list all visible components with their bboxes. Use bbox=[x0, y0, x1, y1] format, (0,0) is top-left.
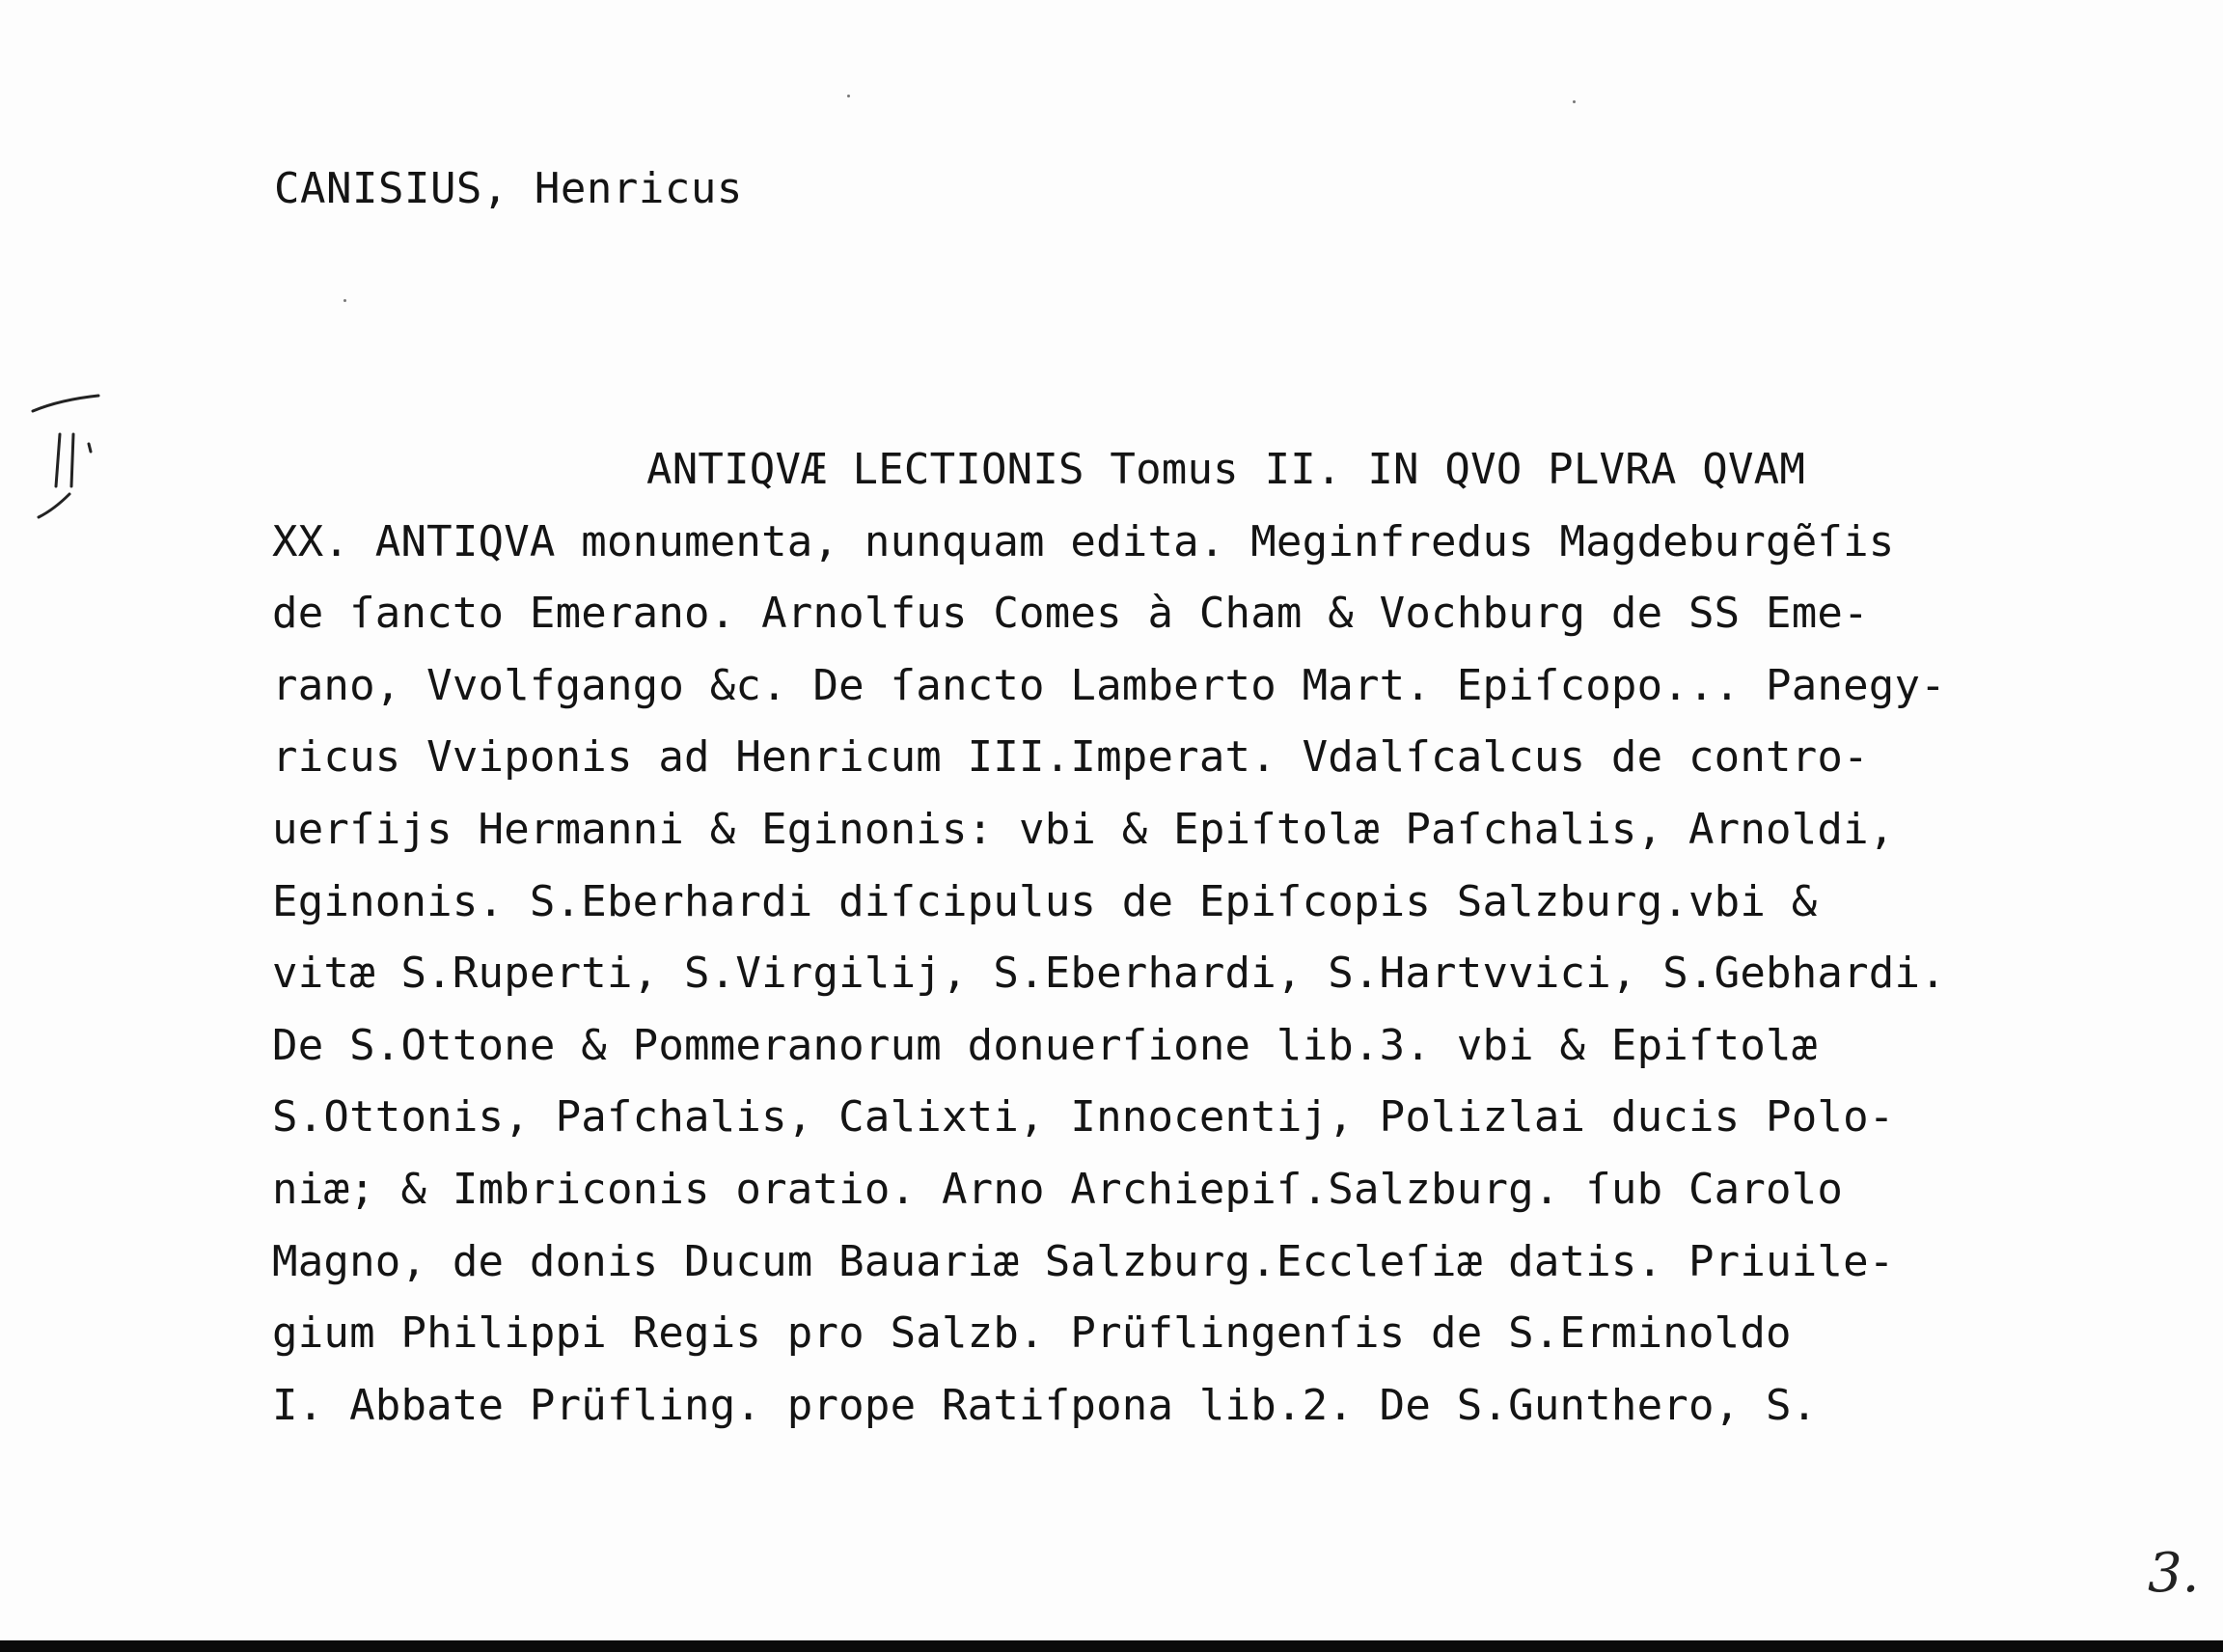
handwritten-page-number: 3. bbox=[2148, 1542, 2200, 1605]
title-description bbox=[272, 434, 2163, 1442]
text-line: Eginonis. S.Eberhardi diſcipulus de Epiſcopis Salzburg.vbi & bbox=[272, 876, 1818, 926]
paper-speck bbox=[847, 95, 850, 97]
text-line: De S.Ottone & Pommeranorum donuerſione lib.3. vbi & Epiſtolæ bbox=[272, 1020, 1818, 1070]
text-line: S.Ottonis, Paſchalis, Calixti, Innocentij, Polizlai ducis Polo- bbox=[272, 1092, 1895, 1143]
text-line: de ſancto Emerano. Arnolfus Comes à Cham & Vochburg de SS Eme- bbox=[272, 589, 1869, 639]
text-line: XX. ANTIQVA monumenta, nunquam edita. Meginfredus Magdeburgẽſis bbox=[272, 516, 1895, 566]
author-heading: CANISIUS, Henricus bbox=[274, 164, 743, 213]
text-line: niæ; & Imbriconis oratio. Arno Archiepiſ.Salzburg. ſub Carolo bbox=[272, 1164, 1844, 1214]
text-line: ANTIQVÆ LECTIONIS Tomus II. IN QVO PLVRA QVAM bbox=[646, 445, 1806, 494]
paper-speck bbox=[1573, 100, 1576, 103]
text-line: vitæ S.Ruperti, S.Virgilij, S.Eberhardi, S.Hartvvici, S.Gebhardi. bbox=[272, 949, 1946, 999]
handwritten-volume-mark bbox=[27, 390, 114, 525]
text-line: uerſijs Hermanni & Eginonis: vbi & Epiſtolæ Paſchalis, Arnoldi, bbox=[272, 804, 1895, 854]
paper-speck bbox=[343, 299, 346, 302]
card-bottom-edge bbox=[0, 1640, 2223, 1652]
text-line: ricus Vviponis ad Henricum III.Imperat. Vdalſcalcus de contro- bbox=[272, 732, 1869, 783]
text-line: rano, Vvolfgango &c. De ſancto Lamberto Mart. Epiſcopo... Panegy- bbox=[272, 660, 1946, 710]
text-line: I. Abbate Prüfling. prope Ratiſpona lib.2. De S.Gunthero, S. bbox=[272, 1380, 1818, 1430]
text-line: Magno, de donis Ducum Bauariæ Salzburg.Eccleſiæ datis. Priuile- bbox=[272, 1236, 1895, 1286]
text-line: gium Philippi Regis pro Salzb. Prüflingenſis de S.Erminoldo bbox=[272, 1308, 1792, 1359]
